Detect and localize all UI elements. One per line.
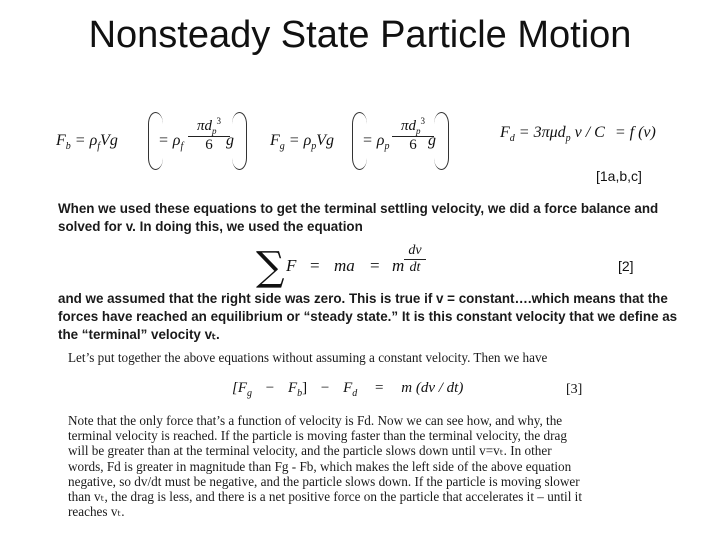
eq3-fg-sub: g [247, 388, 252, 399]
eq3-lhs [232, 380, 463, 399]
frac-num-sup-1: 3 [216, 116, 221, 126]
eq2-equals-2: = [370, 256, 380, 275]
paragraph-4-line-4: words, Fd is greater in magnitude than Fg - Fb, which makes the left side of the above equation [68, 458, 572, 474]
g-symbol-1: g [226, 132, 234, 149]
eq3-fd: F [343, 380, 353, 396]
fraction-volume-1 [188, 116, 230, 154]
fd-symbol: F [500, 124, 510, 141]
fb-symbol: F [56, 132, 66, 149]
paragraph-4 [68, 413, 628, 519]
paragraph-1-line-2: solved for v. In doing this, we used the equation [58, 219, 363, 234]
fd-function-of-v: = f (v) [614, 124, 656, 141]
eq3-minus-2: − [320, 380, 330, 396]
fraction-denominator-2: 6 [409, 137, 417, 153]
fb-paren-prefix [158, 132, 183, 152]
frac-num-text-2: πd [400, 118, 416, 134]
eq3-equals: = [375, 380, 384, 396]
frac-num-sub-2: p [416, 126, 421, 136]
eq3-minus-1: − [265, 380, 275, 396]
fg-paren-prefix [362, 132, 389, 152]
paragraph-2-line-2: forces have reached an equilibrium or “steady state.” It is this constant velocity that we define as [58, 309, 678, 324]
sum-symbol: ∑ [256, 244, 285, 290]
paren-right-1 [232, 112, 247, 170]
fb-subscript: b [65, 141, 71, 153]
frac-num-sup-2: 3 [420, 116, 425, 126]
paren-right-2 [434, 112, 449, 170]
eq2-force: F [286, 256, 297, 275]
eq3-fg: [F [232, 380, 247, 396]
fg-symbol: F [270, 132, 280, 149]
fb-vg: Vg [100, 132, 118, 149]
eq2-fraction [404, 243, 426, 276]
paragraph-4-line-2: terminal velocity is reached. If the particle is moving faster than the terminal velocity, the drag [68, 428, 567, 444]
paragraph-2-line-3: the “terminal” velocity vₜ. [58, 327, 220, 342]
fb-equals-rho: = ρ [74, 132, 98, 149]
eq2-ma: ma [334, 256, 355, 275]
eq3-rhs: m (dv / dt) [401, 380, 464, 396]
eq2-denominator: dt [409, 260, 421, 275]
buoyant-force-equation [56, 132, 118, 152]
eq3-fb: F [287, 380, 298, 396]
equation-label-3: [3] [566, 382, 583, 397]
drag-force-equation [500, 124, 656, 144]
fraction-denominator-1: 6 [205, 137, 213, 153]
paragraph-2-line-1: and we assumed that the right side was zero. This is true if v = constant….which means that the [58, 291, 668, 306]
eq3-fb-sub: b [297, 388, 303, 399]
gravity-force-equation [270, 132, 334, 152]
fg-equals-rho: = ρ [288, 132, 312, 149]
paragraph-4-line-7: reaches vₜ. [68, 504, 125, 520]
eq2-mass: m [392, 256, 405, 275]
paragraph-2 [58, 290, 678, 344]
fg-paren-eq: = ρ [362, 132, 385, 149]
g-symbol-2: g [428, 132, 436, 149]
fg-vg: Vg [316, 132, 335, 149]
fd-rhs-2: v / C [574, 124, 605, 141]
equation-label-1: [1a,b,c] [596, 168, 642, 184]
paragraph-4-line-5: negative, so dv/dt must be negative, and the particle slows down. If the particle is moving slower [68, 473, 580, 489]
fd-subscript: d [509, 133, 515, 145]
fg-paren-sub: p [384, 141, 390, 153]
page-title: Nonsteady State Particle Motion [88, 14, 632, 56]
paragraph-1-line-1: When we used these equations to get the terminal settling velocity, we did a force balance and [58, 201, 659, 216]
fd-rhs: = 3πμd [518, 124, 566, 141]
equation-label-2: [2] [618, 258, 634, 274]
fb-paren-eq: = ρ [158, 132, 181, 149]
eq2-equals-1: = [310, 256, 320, 275]
fg-subscript: g [279, 141, 285, 153]
fb-rho-subscript: f [97, 141, 101, 153]
frac-num-sub-1: p [212, 126, 217, 136]
frac-num-text-1: πd [196, 118, 212, 134]
fd-rhs-sub: p [565, 133, 571, 145]
fraction-numerator-1 [188, 116, 230, 137]
paragraph-4-line-6: than vₜ, the drag is less, and there is a net positive force on the particle that accelerates it – until it [68, 489, 582, 505]
paragraph-1 [58, 200, 678, 236]
paragraph-4-line-1: Note that the only force that’s a function of velocity is Fd. Now we can see how, and why, the [68, 413, 563, 428]
fb-paren-sub: f [180, 141, 184, 153]
paragraph-3: Let’s put together the above equations without assuming a constant velocity. Then we have [68, 350, 548, 365]
eq3-bracket-close: ] [302, 380, 308, 396]
fg-rho-subscript: p [311, 141, 317, 153]
eq2-numerator: dv [404, 243, 426, 260]
eq3-fd-sub: d [352, 388, 358, 399]
paragraph-4-line-3: will be greater than at the terminal velocity, and the particle slows down until v=vₜ. In other [68, 443, 552, 459]
